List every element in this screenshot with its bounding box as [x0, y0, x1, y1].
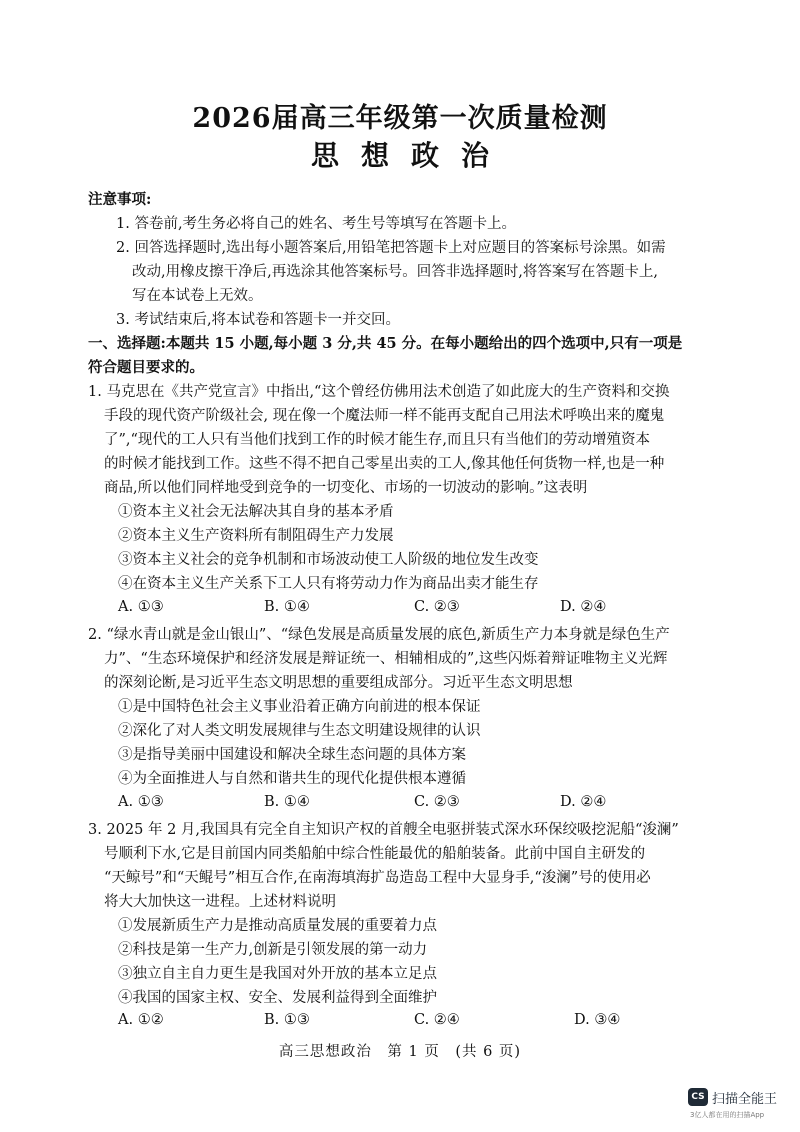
statement-item: ②资本主义生产资料所有制阻碍生产力发展 — [118, 528, 394, 544]
answer-option: B. ①③ — [264, 1012, 310, 1028]
answer-option: B. ①④ — [264, 599, 310, 615]
answer-option: D. ②④ — [560, 794, 607, 810]
notice-item: 2. 回答选择题时,选出每小题答案后,用铅笔把答题卡上对应题目的答案标号涂黑。如需 — [116, 240, 666, 256]
scanner-tagline: 3亿人都在用的扫描App — [690, 1111, 765, 1119]
question-text: 2. “绿水青山就是金山银山”、“绿色发展是高质量发展的底色,新质生产力本身就是绿色生产 — [88, 627, 670, 643]
question-text: 的时候才能找到工作。这些不得不把自己零星出卖的工人,像其他任何货物一样,也是一种 — [104, 456, 665, 472]
section-heading-cont: 符合题目要求的。 — [88, 359, 204, 376]
answer-option: A. ①③ — [118, 599, 164, 615]
question-text: 的深刻论断,是习近平生态文明思想的重要组成部分。习近平生态文明思想 — [104, 675, 573, 691]
answer-option: A. ①③ — [118, 794, 164, 810]
statement-item: ④在资本主义生产关系下工人只有将劳动力作为商品出卖才能生存 — [118, 576, 539, 592]
statement-item: ③是指导美丽中国建设和解决全球生态问题的具体方案 — [118, 747, 466, 763]
question-text: 手段的现代资产阶级社会, 现在像一个魔法师一样不能再支配自己用法术呼唤出来的魔鬼 — [104, 408, 665, 424]
question-text: 力”、“生态环境保护和经济发展是辩证统一、相辅相成的”,这些闪烁着辩证唯物主义光辉 — [104, 651, 668, 667]
notice-item: 1. 答卷前,考生务必将自己的姓名、考生号等填写在答题卡上。 — [116, 216, 517, 232]
answer-option: D. ③④ — [574, 1012, 621, 1028]
statement-item: ①是中国特色社会主义事业沿着正确方向前进的根本保证 — [118, 699, 481, 715]
answer-option: C. ②③ — [414, 599, 460, 615]
statement-item: ②深化了对人类文明发展规律与生态文明建设规律的认识 — [118, 723, 481, 739]
exam-title: 2026届高三年级第一次质量检测 — [192, 103, 608, 134]
page-footer: 高三思想政治 第 1 页 (共 6 页) — [278, 1044, 522, 1060]
statement-item: ③资本主义社会的竞争机制和市场波动使工人阶级的地位发生改变 — [118, 552, 539, 568]
notice-item: 改动,用橡皮擦干净后,再选涂其他答案标号。回答非选择题时,将答案写在答题卡上, — [132, 264, 658, 280]
question-text: 将大大加快这一进程。上述材料说明 — [104, 894, 336, 910]
statement-item: ②科技是第一生产力,创新是引领发展的第一动力 — [118, 942, 428, 958]
question-text: 号顺利下水,它是目前国内同类船舶中综合性能最优的船舶装备。此前中国自主研发的 — [104, 846, 646, 862]
subject-title — [0, 134, 800, 174]
question-text: 1. 马克思在《共产党宣言》中指出,“这个曾经仿佛用法术创造了如此庞大的生产资料和交换 — [88, 384, 670, 400]
answer-option: A. ①② — [118, 1012, 164, 1028]
question-text: 商品,所以他们同样地受到竞争的一切变化、市场的一切波动的影响。”这表明 — [104, 480, 588, 496]
subject-char: 治 — [461, 139, 490, 172]
statement-item: ①发展新质生产力是推动高质量发展的重要着力点 — [118, 918, 437, 934]
statement-item: ④我国的国家主权、安全、发展利益得到全面维护 — [118, 990, 437, 1006]
scanner-app-name: 扫描全能王 — [712, 1092, 778, 1107]
notice-heading: 注意事项: — [88, 191, 152, 208]
subject-char: 想 — [360, 139, 389, 172]
notice-item: 3. 考试结束后,将本试卷和答题卡一并交回。 — [116, 312, 401, 328]
statement-item: ③独立自主自力更生是我国对外开放的基本立足点 — [118, 966, 437, 982]
scanner-watermark — [688, 1086, 796, 1126]
answer-option: D. ②④ — [560, 599, 607, 615]
scanner-logo-icon: CS — [688, 1088, 708, 1106]
question-text: “天鲸号”和“天鲲号”相互合作,在南海填海扩岛造岛工程中大显身手,“浚澜”号的使用必 — [104, 870, 651, 886]
answer-option: C. ②④ — [414, 1012, 460, 1028]
question-text: 3. 2025 年 2 月,我国具有完全自主知识产权的首艘全电驱拼装式深水环保绞吸挖泥船“浚澜” — [88, 822, 679, 838]
section-heading: 一、选择题:本题共 15 小题,每小题 3 分,共 45 分。在每小题给出的四个选项中,只有一项是 — [88, 335, 683, 352]
statement-item: ④为全面推进人与自然和谐共生的现代化提供根本遵循 — [118, 771, 466, 787]
question-text: 了”,“现代的工人只有当他们找到工作的时候才能生存,而且只有当他们的劳动增殖资本 — [104, 432, 651, 448]
subject-char: 政 — [411, 139, 440, 172]
answer-option: C. ②③ — [414, 794, 460, 810]
answer-option: B. ①④ — [264, 794, 310, 810]
subject-char: 思 — [310, 139, 339, 172]
notice-item: 写在本试卷上无效。 — [132, 288, 263, 304]
statement-item: ①资本主义社会无法解决其自身的基本矛盾 — [118, 504, 394, 520]
